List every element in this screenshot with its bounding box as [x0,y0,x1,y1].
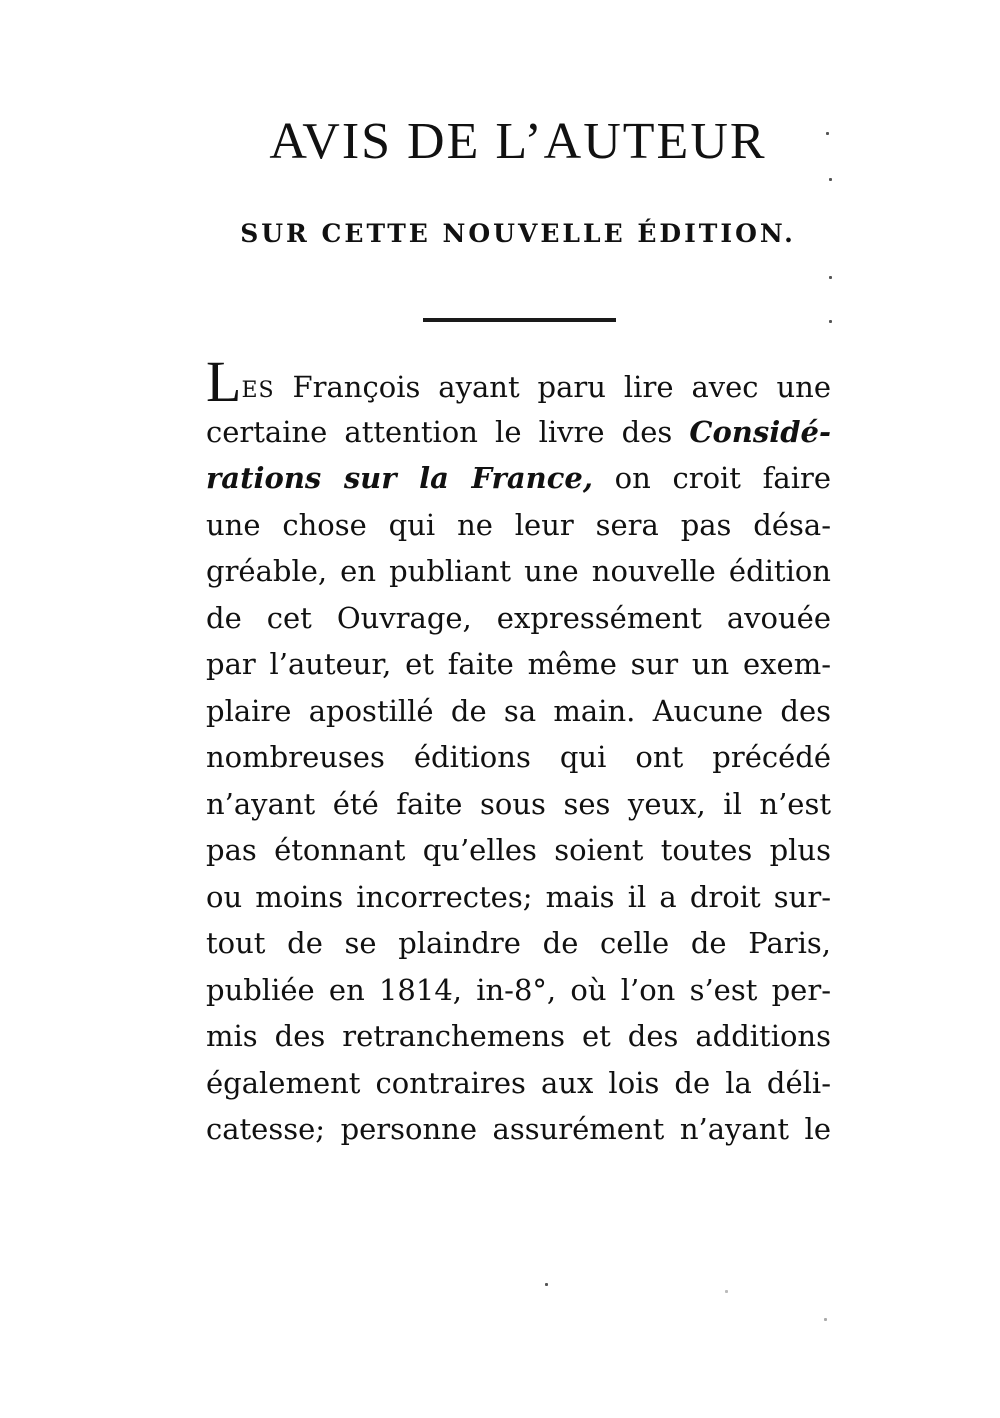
drop-cap: L [206,362,242,409]
text-line-6: de cet Ouvrage, expressément avouée [206,600,831,635]
text-line-4: une chose qui ne leur sera pas désa- [206,507,831,542]
text-line-17: catesse; personne assurément n’ayant le [206,1112,831,1146]
text-line-7: par l’auteur, et faite même sur un exem- [206,647,831,681]
italic-title-part: Considé- [689,414,831,449]
text-line-5: gréable, en publiant une nouvelle édition [206,554,831,588]
body-paragraph [206,362,831,1153]
text-line-2-content: certaine attention le livre des [206,414,690,449]
text-line-3 [206,455,831,502]
text-line-13: tout de se plaindre de celle de Paris, [206,926,831,960]
text-line-3-tail: on croit faire [592,461,831,495]
text-line-12: ou moins incorrectes; mais il a droit sur- [206,879,831,914]
italic-title-part-2: rations sur la France, [206,461,593,495]
scan-speck [725,1290,728,1293]
page-subtitle: SUR CETTE NOUVELLE ÉDITION. [240,219,796,248]
text-line-16: également contraires aux lois de la déli- [206,1065,831,1100]
text-line-8: plaire apostillé de sa main. Aucune des [206,693,831,728]
text-line-2 [206,409,831,456]
text-line-11: pas étonnant qu’elles soient toutes plus [206,833,831,867]
scan-speck [829,178,832,181]
text-line-1-content: François ayant paru lire avec une [274,370,831,404]
small-caps-text: ES [241,378,275,403]
scan-speck [829,276,832,279]
page-title: AVIS DE L’AUTEUR [269,113,767,170]
text-line-15: mis des retranchemens et des additions [206,1019,831,1053]
scan-speck [826,132,829,135]
scan-speck [829,320,832,323]
scan-speck [824,1318,827,1321]
text-line-9: nombreuses éditions qui ont précédé [206,740,831,774]
divider-rule [423,318,616,322]
text-line-14: publiée en 1814, in-8°, où l’on s’est per- [206,972,831,1007]
scan-speck [545,1283,548,1286]
text-line-10: n’ayant été faite sous ses yeux, il n’est [206,786,831,821]
text-line-1 [206,362,831,409]
